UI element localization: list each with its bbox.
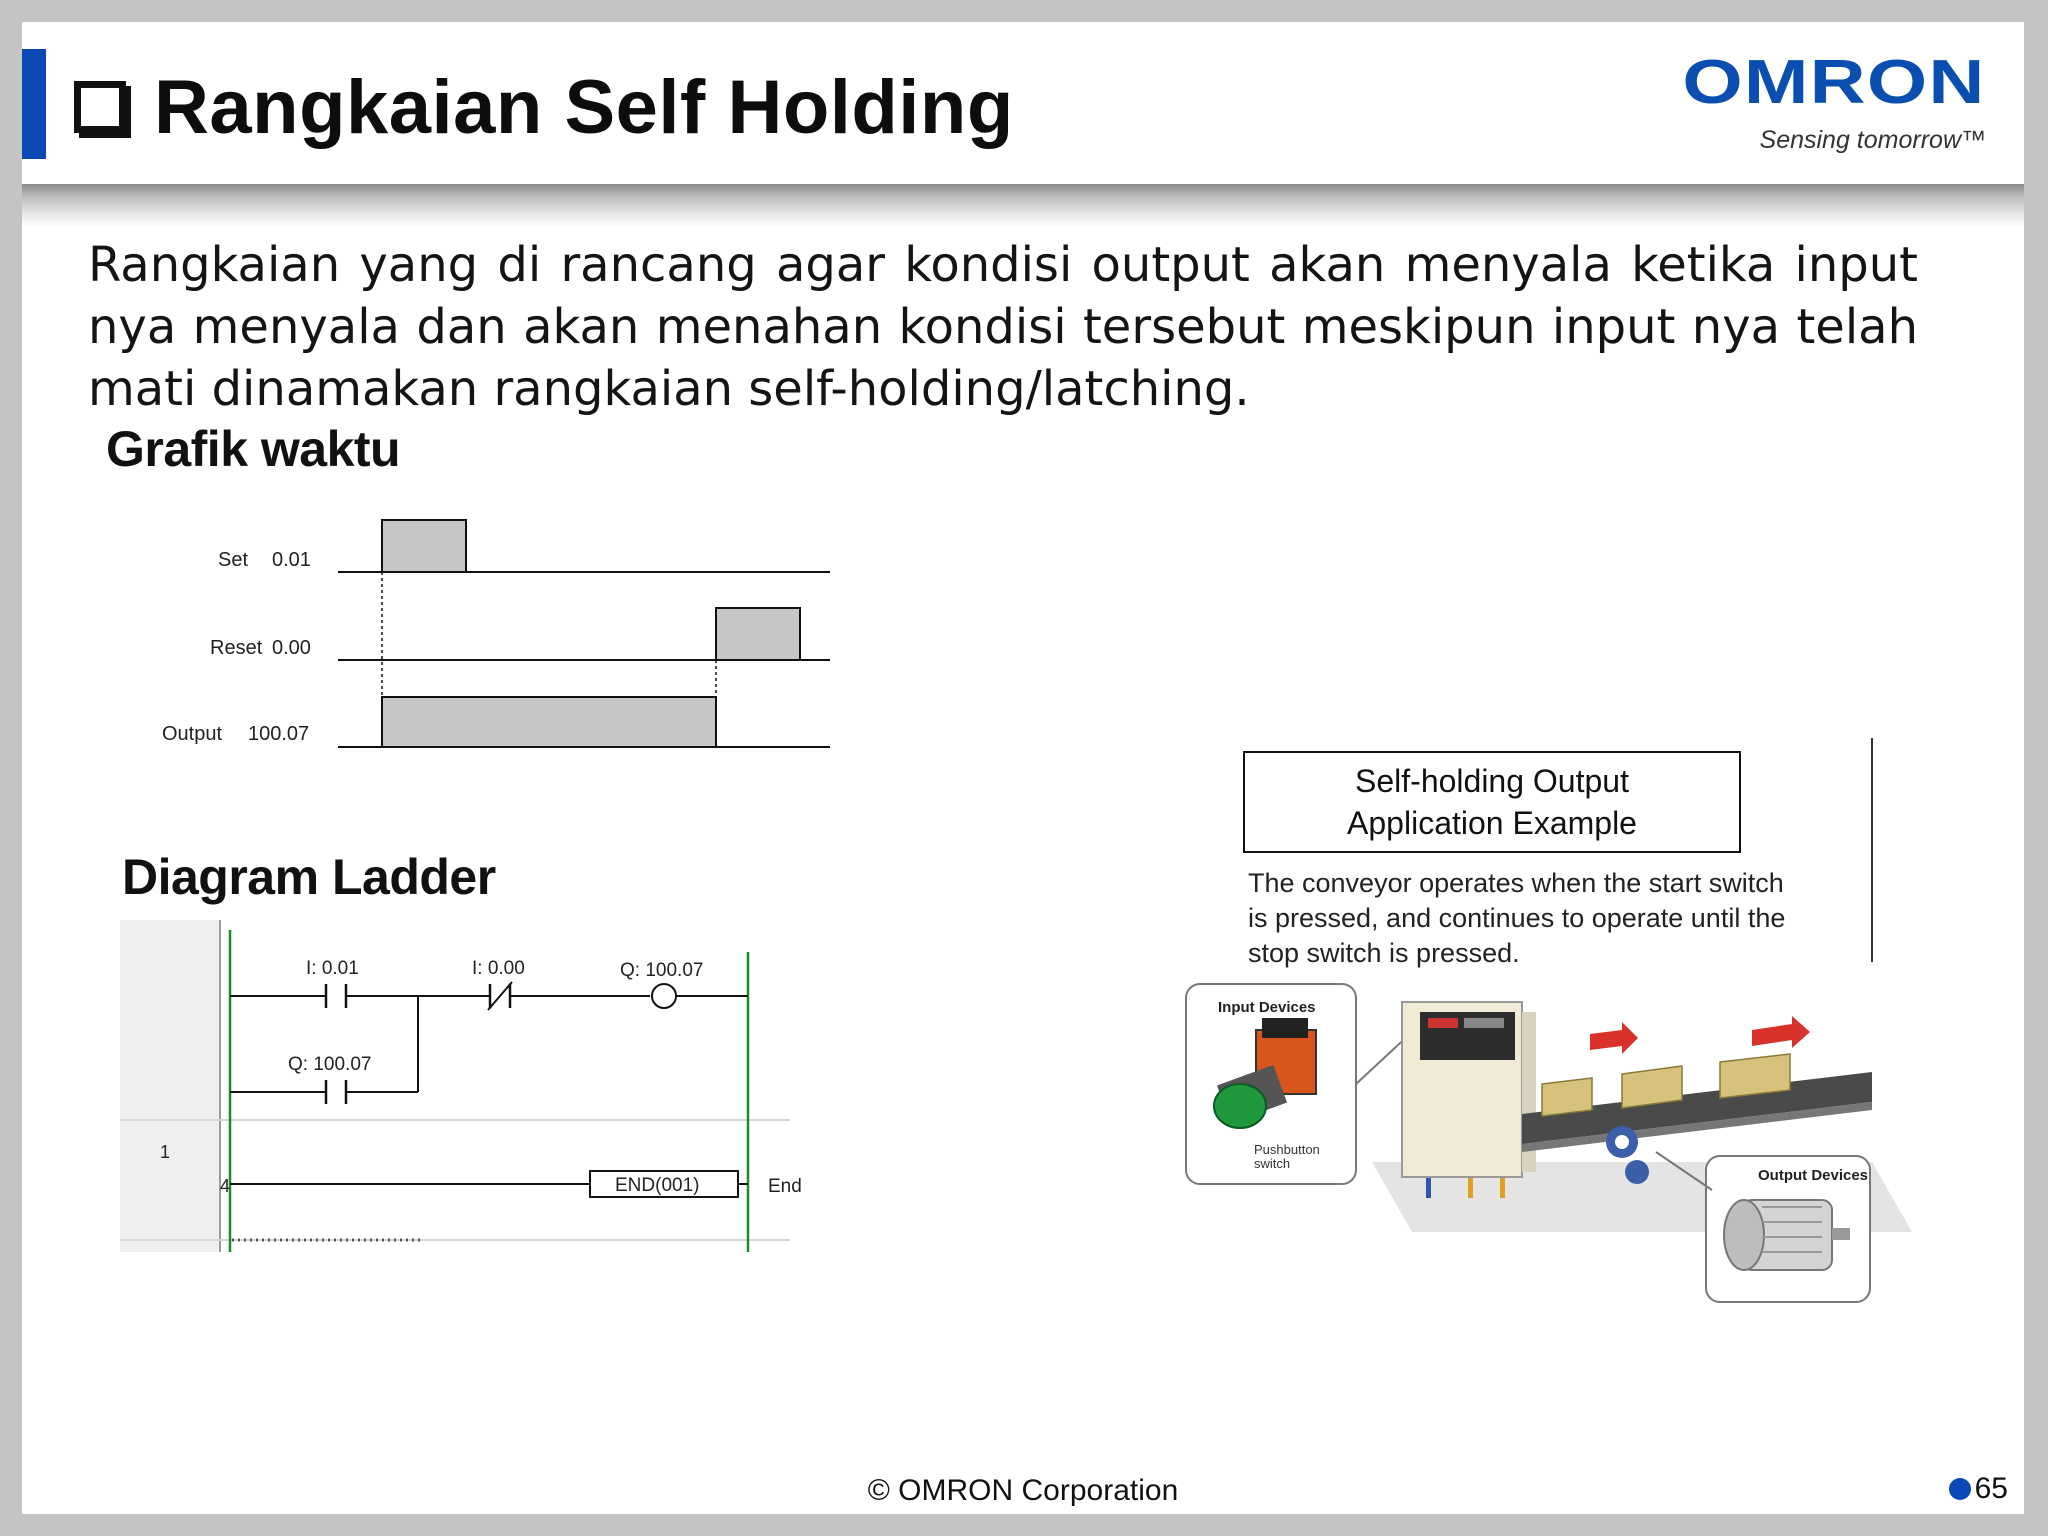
title-row <box>74 52 1014 162</box>
timing-chart-heading: Grafik waktu <box>106 421 401 477</box>
reset-label: Reset <box>210 637 263 659</box>
header-shadow-bar <box>22 184 2024 226</box>
page-number <box>1949 1472 2008 1506</box>
output-devices-label: Output Devices <box>1758 1167 1869 1184</box>
logo-wordmark: OMRON <box>1682 48 1986 117</box>
page-dot-icon <box>1949 1478 1971 1500</box>
control-panel-icon <box>1402 1002 1536 1198</box>
ladder-diagram-heading: Diagram Ladder <box>122 849 496 905</box>
end-instruction: END(001) <box>615 1175 700 1196</box>
footer-copyright: © OMRON Corporation <box>867 1474 1179 1507</box>
pushbutton-line2: switch <box>1254 1156 1291 1171</box>
input-devices-label: Input Devices <box>1218 999 1316 1016</box>
application-example <box>1182 712 1922 1352</box>
coil-label: Q: 100.07 <box>620 960 704 981</box>
output-coil-icon <box>652 984 676 1008</box>
set-pulse <box>382 520 466 572</box>
slide <box>22 22 2024 1514</box>
output-address: 100.07 <box>248 723 310 745</box>
contact-reset-nc-slash <box>488 982 512 1010</box>
example-desc-line2: is pressed, and continues to operate until the <box>1248 903 1786 933</box>
reset-pulse <box>716 608 800 660</box>
title-accent-bar <box>22 49 46 159</box>
timing-chart <box>142 502 842 772</box>
step-number: 4 <box>220 1176 231 1196</box>
output-high-level <box>382 697 716 747</box>
reset-address: 0.00 <box>272 637 311 659</box>
pushbutton-line1: Pushbutton <box>1254 1142 1320 1157</box>
output-label: Output <box>162 723 223 745</box>
ladder-diagram <box>120 920 820 1252</box>
holding-contact-label: Q: 100.07 <box>288 1054 372 1075</box>
motor-icon <box>1724 1200 1850 1270</box>
set-address: 0.01 <box>272 549 311 571</box>
intro-paragraph: Rangkaian yang di rancang agar kondisi output akan menyala ketika input nya menyala dan akan menahan kondisi tersebut meskipun input nya telah mati dinamakan rangkaian self-holding/latching. <box>88 237 1918 417</box>
example-desc-line1: The conveyor operates when the start switch <box>1248 868 1784 898</box>
example-title-line2: Application Example <box>1347 805 1637 841</box>
page-number-value: 65 <box>1974 1472 2008 1505</box>
logo-tagline: Sensing tomorrow™ <box>1759 126 1986 154</box>
checkbox-bullet-icon <box>74 81 126 133</box>
set-label: Set <box>218 549 249 571</box>
end-label: End <box>768 1176 802 1197</box>
rung-number: 1 <box>160 1142 171 1162</box>
example-desc-line3: stop switch is pressed. <box>1248 938 1520 968</box>
omron-logo <box>1682 48 1986 155</box>
example-title-line1: Self-holding Output <box>1355 763 1629 799</box>
contact-reset-label: I: 0.00 <box>472 958 525 979</box>
contact-set-label: I: 0.01 <box>306 958 359 979</box>
page-title: Rangkaian Self Holding <box>154 64 1014 150</box>
rung-number-column <box>120 920 220 1252</box>
